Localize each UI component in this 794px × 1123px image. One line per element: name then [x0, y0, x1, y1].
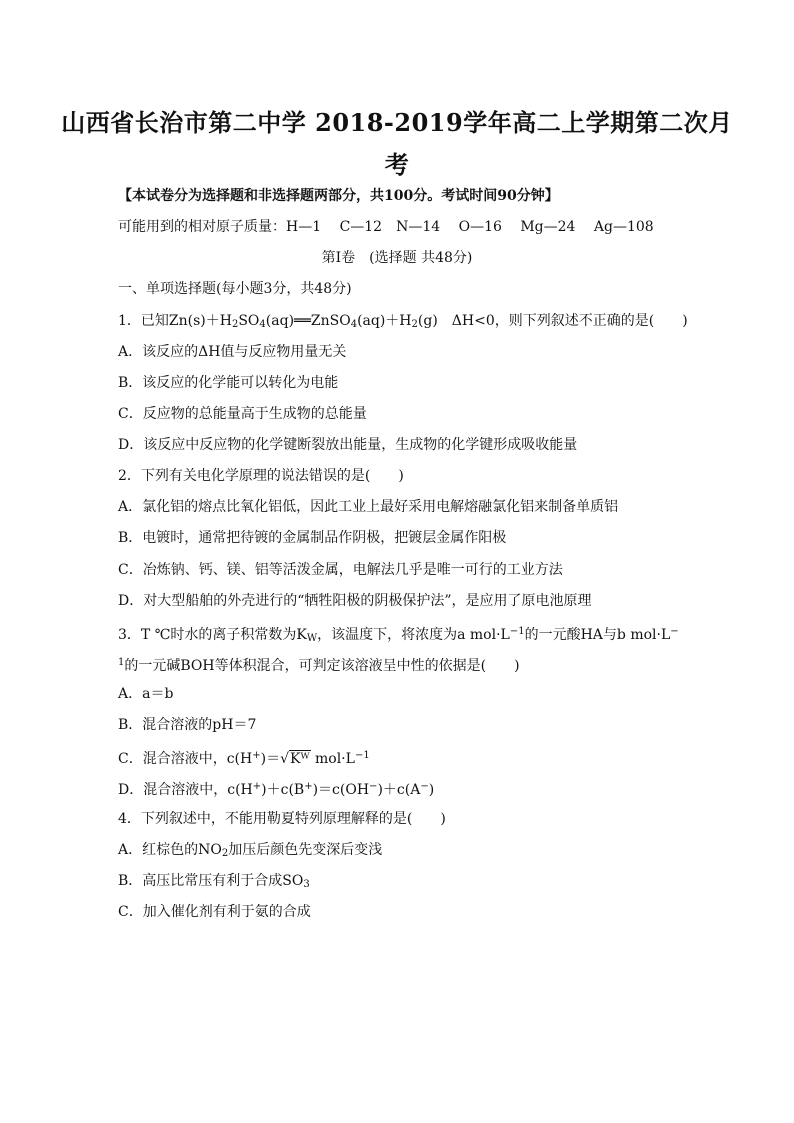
part-heading: 一、单项选择题(每小题3分，共48分) — [118, 281, 352, 297]
question-2-stem: 2．下列有关电化学原理的说法错误的是( ) — [118, 468, 404, 484]
atomic-masses: 可能用到的相对原子质量：H—1 C—12 N—14 O—16 Mg—24 Ag—108 — [118, 219, 654, 235]
question-3-option-b: B．混合溶液的pH＝7 — [118, 717, 257, 733]
question-1-stem: 1．已知$Zn(s)+H_2SO_4(aq)══ZnSO_4(aq)+H_2(g)$ ΔH<0，则下列叙述不正确的是( ) — [118, 313, 688, 330]
exam-title-line-2: 考 — [384, 150, 410, 179]
question-3-option-a: A．a＝b — [118, 686, 174, 702]
question-1-option-a: A．该反应的ΔH值与反应物用量无关 — [118, 344, 347, 360]
question-1-option-b: B．该反应的化学能可以转化为电能 — [118, 375, 339, 391]
question-2-option-d: D．对大型船舶的外壳进行的“牺牲阳极的阴极保护法”，是应用了原电池原理 — [118, 593, 592, 609]
question-2-option-c: C．冶炼钠、钙、镁、铝等活泼金属，电解法几乎是唯一可行的工业方法 — [118, 562, 563, 578]
question-1-option-d: D．该反应中反应物的化学键断裂放出能量，生成物的化学键形成吸收能量 — [118, 437, 578, 453]
question-4-option-a: A．红棕色的$NO_2$加压后颜色先变深后变浅 — [118, 842, 383, 859]
question-3-stem-line-2: $^1$的一元碱BOH等体积混合，可判定该溶液呈中性的依据是( ) — [118, 657, 520, 674]
question-3-option-d: D．混合溶液中，c(H+)＋c(B+)＝c(OH−)＋c(A−) — [118, 781, 435, 798]
question-2-option-a: A．氯化铝的熔点比氧化铝低，因此工业上最好采用电解熔融氯化铝来制备单质铝 — [118, 499, 619, 515]
exam-title-line-1: 山西省长治市第二中学 2018-2019学年高二上学期第二次月 — [61, 108, 733, 137]
question-4-option-c: C．加入催化剂有利于氨的合成 — [118, 904, 311, 920]
question-1-option-c: C．反应物的总能量高于生成物的总能量 — [118, 406, 367, 422]
question-4-stem: 4．下列叙述中，不能用勒夏特列原理解释的是( ) — [118, 811, 446, 827]
section-title: 第Ⅰ卷 (选择题 共48分) — [321, 250, 473, 266]
exam-intro: 【本试卷分为选择题和非选择题两部分，共100分。考试时间90分钟】 — [118, 188, 559, 204]
question-4-option-b: B．高压比常压有利于合成$SO_3$ — [118, 873, 310, 890]
question-3-stem-line-1: 3．T ℃时水的离子积常数为$K_W$，该温度下，将浓度为a $mol\cdot L^{-1}$的一元酸HA与b mol·L− — [118, 626, 679, 644]
square-root-sign: √Kᵂ — [280, 751, 310, 767]
question-2-option-b: B．电镀时，通常把待镀的金属制品作阴极，把镀层金属作阳极 — [118, 530, 507, 546]
question-3-option-c: C．混合溶液中，c(H+)＝√Kᵂ $mol\cdot L^{-1}$ — [118, 750, 370, 767]
